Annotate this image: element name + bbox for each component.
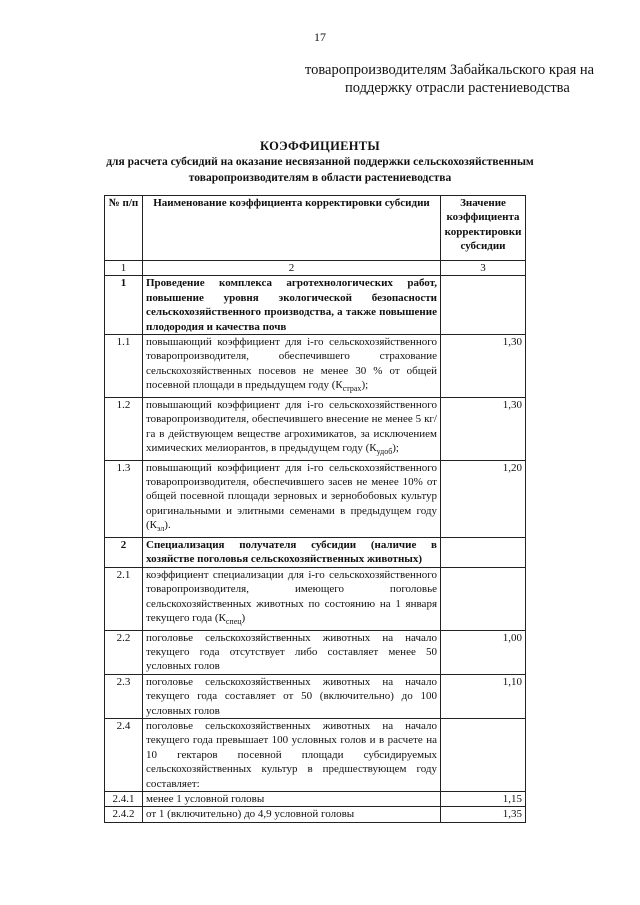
row-number: 1.2 bbox=[105, 397, 143, 460]
row-description: поголовье сельскохозяйственных животных на начало текущего года отсутствует либо составляет менее 50 условных голов bbox=[143, 630, 441, 674]
row-value: 1,30 bbox=[441, 335, 526, 398]
row-description: повышающий коэффициент для i-го сельскохозяйственного товаропроизводителя, обеспечившего засев не менее 10% от общей посевной площади зерновых и зернобобовых культур оригинальными и элитными семенами в предыдущем году $(К_{эл})$. bbox=[143, 460, 441, 537]
row-description: поголовье сельскохозяйственных животных на начало текущего года составляет от 50 (включительно) до 100 условных голов bbox=[143, 674, 441, 718]
row-number: 2.4 bbox=[105, 718, 143, 791]
row-description: менее 1 условной головы bbox=[143, 791, 441, 806]
index-cell: 1 bbox=[105, 261, 143, 276]
header-value: Значение коэффициента корректировки субсидии bbox=[441, 196, 526, 261]
document-subtitle-line-1: для расчета субсидий на оказание несвязанной поддержки сельскохозяйственным bbox=[106, 156, 534, 168]
header-name: Наименование коэффициента корректировки субсидии bbox=[143, 196, 441, 261]
table-row bbox=[105, 460, 526, 537]
row-description: повышающий коэффициент для i-го сельскохозяйственного товаропроизводителя, обеспечившего внесение не менее 5 кг/га в действующем веществе агрохимикатов, за исключением химических мелиорантов, в предыдущем году $(К_{удоб})$; bbox=[143, 397, 441, 460]
table-header-row bbox=[105, 196, 526, 261]
row-value: 1,30 bbox=[441, 397, 526, 460]
row-value: 1,15 bbox=[441, 791, 526, 806]
table-row bbox=[105, 567, 526, 630]
table-row bbox=[105, 276, 526, 335]
row-number: 1.3 bbox=[105, 460, 143, 537]
table-row bbox=[105, 630, 526, 674]
row-value: 1,10 bbox=[441, 674, 526, 718]
header-num: № п/п bbox=[105, 196, 143, 261]
section-heading: Специализация получателя субсидии (наличие в хозяйстве поголовья сельскохозяйственных животных) bbox=[143, 537, 441, 567]
row-number: 2 bbox=[105, 537, 143, 567]
row-value: 1,20 bbox=[441, 460, 526, 537]
table-index-row bbox=[105, 261, 526, 276]
row-value bbox=[441, 537, 526, 567]
row-description: повышающий коэффициент для i-го сельскохозяйственного товаропроизводителя, обеспечившего страхование сельскохозяйственных посевов не менее 30 % от общей посевной площади в предыдущем году $(К_{страх})$; bbox=[143, 335, 441, 398]
row-number: 2.4.2 bbox=[105, 807, 143, 822]
row-description: от 1 (включительно) до 4,9 условной головы bbox=[143, 807, 441, 822]
table-row bbox=[105, 335, 526, 398]
section-heading: Проведение комплекса агротехнологических работ, повышение уровня экологической безопасности сельскохозяйственного производства, а также повышение плодородия и качества почв bbox=[143, 276, 441, 335]
table-row bbox=[105, 718, 526, 791]
row-number: 1.1 bbox=[105, 335, 143, 398]
row-value bbox=[441, 567, 526, 630]
row-number: 2.3 bbox=[105, 674, 143, 718]
table-row bbox=[105, 807, 526, 822]
row-value: 1,00 bbox=[441, 630, 526, 674]
coefficients-table bbox=[104, 195, 526, 823]
header-line-1: товаропроизводителям Забайкальского края на bbox=[305, 62, 595, 78]
index-cell: 2 bbox=[143, 261, 441, 276]
row-description: поголовье сельскохозяйственных животных на начало текущего года превышает 100 условных голов и в расчете на 10 гектаров посевной площади субсидируемых сельскохозяйственных культур в предшествующем году составляет: bbox=[143, 718, 441, 791]
row-value bbox=[441, 276, 526, 335]
row-number: 2.4.1 bbox=[105, 791, 143, 806]
index-cell: 3 bbox=[441, 261, 526, 276]
row-number: 1 bbox=[105, 276, 143, 335]
document-title: КОЭФФИЦИЕНТЫ bbox=[260, 139, 380, 153]
row-value: 1,35 bbox=[441, 807, 526, 822]
document-subtitle-line-2: товаропроизводителям в области растениеводства bbox=[188, 172, 452, 184]
table-row bbox=[105, 397, 526, 460]
row-description: коэффициент специализации для i-го сельскохозяйственного товаропроизводителя, имеющего поголовье сельскохозяйственных животных по состоянию на 1 января текущего года $(К_{спец})$ bbox=[143, 567, 441, 630]
page-number: 17 bbox=[314, 30, 326, 44]
table-row bbox=[105, 674, 526, 718]
table-row bbox=[105, 791, 526, 806]
row-number: 2.1 bbox=[105, 567, 143, 630]
row-value bbox=[441, 718, 526, 791]
table-row bbox=[105, 537, 526, 567]
header-line-2: поддержку отрасли растениеводства bbox=[345, 80, 570, 96]
row-number: 2.2 bbox=[105, 630, 143, 674]
